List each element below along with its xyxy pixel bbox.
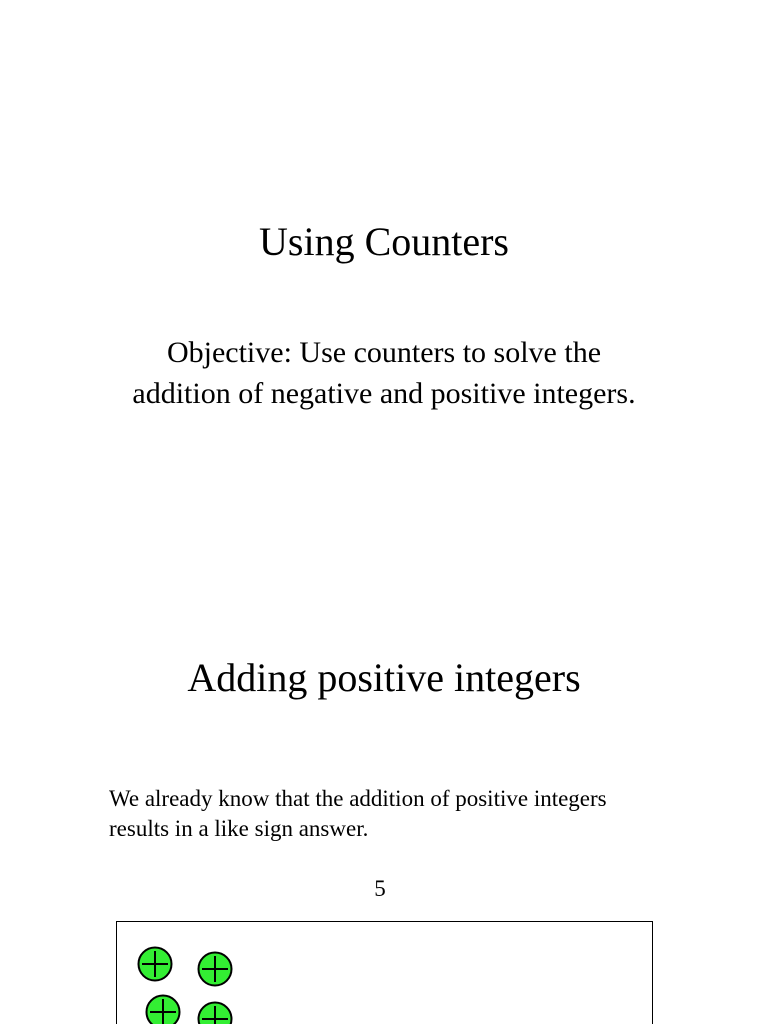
slide-title-using-counters: Using Counters bbox=[259, 219, 509, 264]
objective-text: Objective: Use counters to solve the addition of negative and positive integers. bbox=[132, 336, 636, 410]
problem-number: 5 bbox=[374, 876, 386, 901]
intro-text: We already know that the addition of positive integers results in a like sign answer. bbox=[109, 786, 607, 841]
plus-counter-icon bbox=[137, 946, 173, 982]
plus-counter-icon bbox=[197, 951, 233, 987]
plus-counter-icon bbox=[145, 994, 181, 1024]
plus-counter-icon bbox=[197, 1001, 233, 1024]
counter-mat bbox=[116, 921, 653, 1024]
slide-title-adding-positive-integers: Adding positive integers bbox=[187, 655, 581, 700]
